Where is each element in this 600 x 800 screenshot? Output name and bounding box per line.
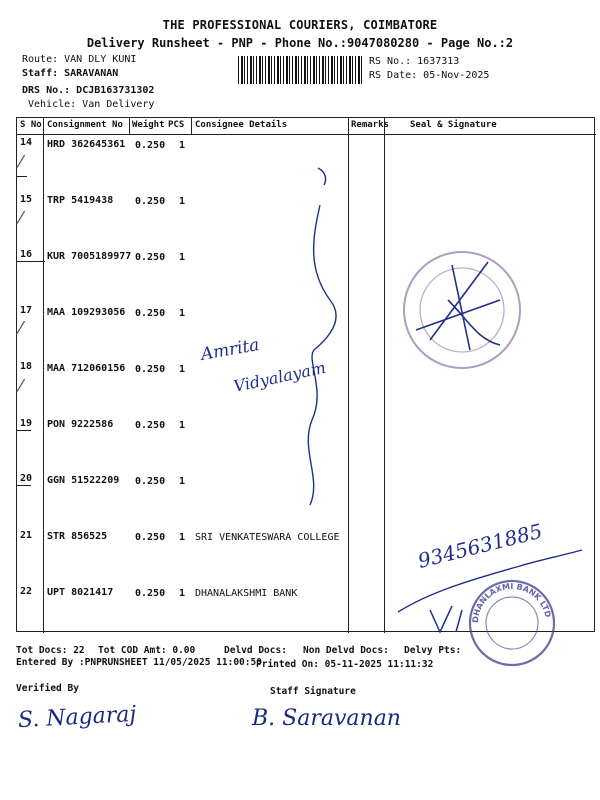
row-weight: 0.250: [135, 140, 166, 151]
rs-date: RS Date: 05-Nov-2025: [369, 70, 490, 81]
row-weight: 0.250: [135, 588, 166, 599]
handwritten-note: Amrita: [199, 334, 261, 365]
handwritten-note: Vidyalayam: [231, 357, 328, 396]
row-consignment: TRP 5419438: [47, 195, 114, 206]
row-weight: 0.250: [135, 476, 166, 487]
handwritten-phone: 9345631885: [415, 518, 545, 573]
verified-by-label: Verified By: [16, 683, 79, 694]
row-weight: 0.250: [135, 196, 166, 207]
row-pcs: 1: [179, 140, 186, 151]
row-pcs: 1: [179, 588, 186, 599]
row-pcs: 1: [179, 420, 186, 431]
row-sno: 14: [20, 137, 33, 148]
drs-number: DRS No.: DCJB163731302: [22, 85, 155, 96]
row-weight: 0.250: [135, 420, 166, 431]
bank-stamp-inner: [486, 597, 538, 649]
checkmark-icon: ⁄: [19, 376, 23, 397]
total-docs: Tot Docs: 22: [16, 645, 85, 656]
row-weight: 0.250: [135, 308, 166, 319]
row-pcs: 1: [179, 476, 186, 487]
staff-signature: B. Saravanan: [252, 706, 401, 731]
row-sno: 22: [20, 586, 33, 597]
rs-number: RS No.: 1637313: [369, 56, 460, 67]
bank-stamp-icon: [470, 581, 554, 665]
col-consignee: Consignee Details: [195, 120, 288, 130]
row-consignment: PON 9222586: [47, 419, 114, 430]
row-consignment: STR 856525: [47, 531, 108, 542]
col-seal: Seal & Signature: [410, 120, 497, 130]
row-consignment: KUR 7005189977: [47, 251, 132, 262]
delivery-points: Delvy Pts:: [404, 645, 462, 656]
route-label: Route: VAN DLY KUNI: [22, 54, 137, 65]
col-pcs: PCS: [168, 120, 185, 130]
row-consignment: MAA 712060156: [47, 363, 126, 374]
row-pcs: 1: [179, 308, 186, 319]
company-title: THE PROFESSIONAL COURIERS, COIMBATORE: [162, 18, 438, 32]
row-sno: 21: [20, 530, 33, 541]
runsheet-subtitle: Delivery Runsheet - PNP - Phone No.:9047080280 - Page No.:2: [86, 36, 514, 50]
verifier-signature: S. Nagaraj: [17, 701, 137, 734]
delivery-bracket-line: [308, 205, 336, 505]
row-consignment: UPT 8021417: [47, 587, 114, 598]
checkmark-icon: ⁄: [19, 208, 23, 229]
non-delivered-docs: Non Delvd Docs:: [303, 645, 389, 656]
col-remarks: Remarks: [351, 120, 389, 130]
row-sno: 18: [20, 361, 33, 372]
total-cod: Tot COD Amt: 0.00: [98, 645, 196, 656]
signature-scribble: [430, 606, 462, 632]
row-sno: 15: [20, 194, 33, 205]
pen-stroke: [318, 168, 326, 185]
row-consignment: MAA 109293056: [47, 307, 126, 318]
row-pcs: 1: [179, 252, 186, 263]
entered-by: Entered By :PNPRUNSHEET 11/05/2025 11:00:50: [16, 657, 262, 668]
signature-scribble: [416, 262, 500, 350]
printed-on: Printed On: 05-11-2025 11:11:32: [256, 659, 434, 670]
checkmark-icon: ⁄: [19, 318, 23, 339]
row-weight: 0.250: [135, 364, 166, 375]
row-consignment: GGN 51522209: [47, 475, 120, 486]
staff-label: Staff: SARAVANAN: [22, 68, 119, 79]
row-pcs: 1: [179, 532, 186, 543]
row-weight: 0.250: [135, 252, 166, 263]
row-sno: 16: [20, 249, 33, 260]
checkmark-icon: ⁄: [19, 152, 23, 173]
bank-stamp-text: DHANLAXMI BANK LTD: [470, 581, 553, 624]
row-sno: 20: [20, 473, 33, 484]
staff-signature-label: Staff Signature: [270, 686, 356, 697]
row-consignee: DHANALAKSHMI BANK: [195, 588, 298, 599]
delivered-docs: Delvd Docs:: [224, 645, 287, 656]
row-pcs: 1: [179, 196, 186, 207]
col-sno: S No: [20, 120, 42, 130]
row-weight: 0.250: [135, 532, 166, 543]
vehicle-label: Vehicle: Van Delivery: [28, 99, 155, 110]
col-weight: Weight: [132, 120, 165, 130]
row-consignment: HRD 362645361: [47, 139, 126, 150]
row-consignee: SRI VENKATESWARA COLLEGE: [195, 532, 340, 543]
row-sno: 19: [20, 418, 33, 429]
row-sno: 17: [20, 305, 33, 316]
row-pcs: 1: [179, 364, 186, 375]
col-consignment: Consignment No: [47, 120, 123, 130]
